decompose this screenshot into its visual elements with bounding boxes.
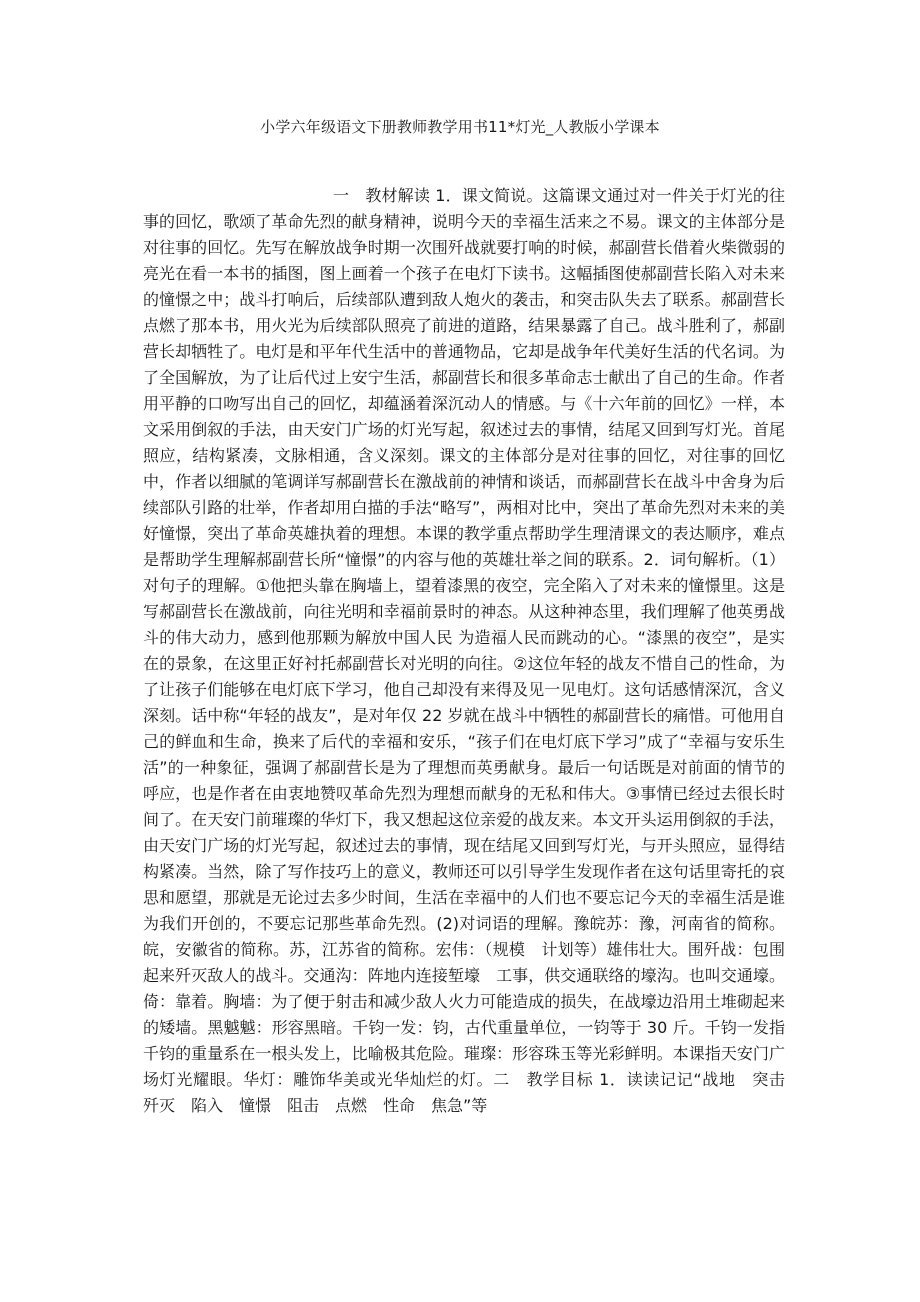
document-body-text: 一 教材解读 1．课文简说。这篇课文通过对一件关于灯光的往事的回忆，歌颂了革命先烈的献身精神，说明今天的幸福生活来之不易。课文的主体部分是对往事的回忆。先写在解放战争时期一次围歼战就要打响的时候，郝副营长借着火柴微弱的亮光在看一本书的插图，图上画着一个孩子在电灯下读书。这幅插图使郝副营长陷入对未来的憧憬之中；战斗打响后，后续部队遭到敌人炮火的袭击，和突击队失去了联系。郝副营长点燃了那本书，用火光为后续部队照亮了前进的道路，结果暴露了自己。战斗胜利了，郝副营长却牺牲了。电灯是和平年代生活中的普通物品，它却是战争年代美好生活的代名词。为了全国解放，为了让后代过上安宁生活，郝副营长和很多革命志士献出了自己的生命。作者用平静的口吻写出自己的回忆，却蕴涵着深沉动人的情感。与《十六年前的回忆》一样，本文采用倒叙的手法，由天安门广场的灯光写起，叙述过去的事情，结尾又回到写灯光。首尾照应，结构紧凑，文脉相通，含义深刻。课文的主体部分是对往事的回忆，对往事的回忆中，作者以细腻的笔调详写郝副营长在激战前的神情和谈话，而郝副营长在战斗中舍身为后续部队引路的壮举，作者却用白描的手法“略写”，两相对比中，突出了革命先烈对未来的美好憧憬，突出了革命英雄执着的理想。本课的教学重点帮助学生理清课文的表达顺序，难点是帮助学生理解郝副营长所“憧憬”的内容与他的英雄壮举之间的联系。2．词句解析。（1）对句子的理解。①他把头靠在胸墙上，望着漆黑的夜空，完全陷入了对未来的憧憬里。这是写郝副营长在激战前，向往光明和幸福前景时的神态。从这种神态里，我们理解了他英勇战斗的伟大动力，感到他那颗为解放中国人民 为造福人民而跳动的心。“漆黑的夜空”，是实在的景象，在这里正好衬托郝副营长对光明的向往。②这位年轻的战友不惜自己的性命，为了让孩子们能够在电灯底下学习，他自己却没有来得及见一见电灯。这句话感情深沉，含义深刻。话中称“年轻的战友”，是对年仅 22 岁就在战斗中牺牲的郝副营长的痛惜。可他用自己的鲜血和生命，换来了后代的幸福和安乐，“孩子们在电灯底下学习”成了“幸福与安乐生活”的一种象征，强调了郝副营长是为了理想而英勇献身。最后一句话既是对前面的情节的呼应，也是作者在由衷地赞叹革命先烈为理想而献身的无私和伟大。③事情已经过去很长时间了。在天安门前璀璨的华灯下，我又想起这位亲爱的战友来。本文开头运用倒叙的手法，由天安门广场的灯光写起，叙述过去的事情，现在结尾又回到写灯光，与开头照应，显得结构紧凑。当然，除了写作技巧上的意义，教师还可以引导学生发现作者在这句话里寄托的哀思和愿望，那就是无论过去多少时间，生活在幸福中的人们也不要忘记今天的幸福生活是谁为我们开创的，不要忘记那些革命先烈。(2)对词语的理解。豫皖苏：豫，河南省的简称。皖，安徽省的简称。苏，江苏省的简称。宏伟：（规模 计划等）雄伟壮大。围歼战：包围起来歼灭敌人的战斗。交通沟：阵地内连接堑壕 工事，供交通联络的壕沟。也叫交通壕。倚：靠着。胸墙：为了便于射击和减少敌人火力可能造成的损失，在战壕边沿用土堆砌起来的矮墙。黑魆魆：形容黑暗。千钧一发：钧，古代重量单位，一钧等于 30 斤。千钧一发指千钧的重量系在一根头发上，比喻极其危险。璀璨：形容珠玉等光彩鲜明。本课指天安门广场灯光耀眼。华灯：雕饰华美或光华灿烂的灯。二 教学目标 1．读读记记“战地 突击 歼灭 陷入 憧憬 阻击 点燃 性命 焦急”等: [143, 186, 802, 1115]
document-title: 小学六年级语文下册教师教学用书11*灯光_人教版小学课本: [260, 118, 660, 136]
